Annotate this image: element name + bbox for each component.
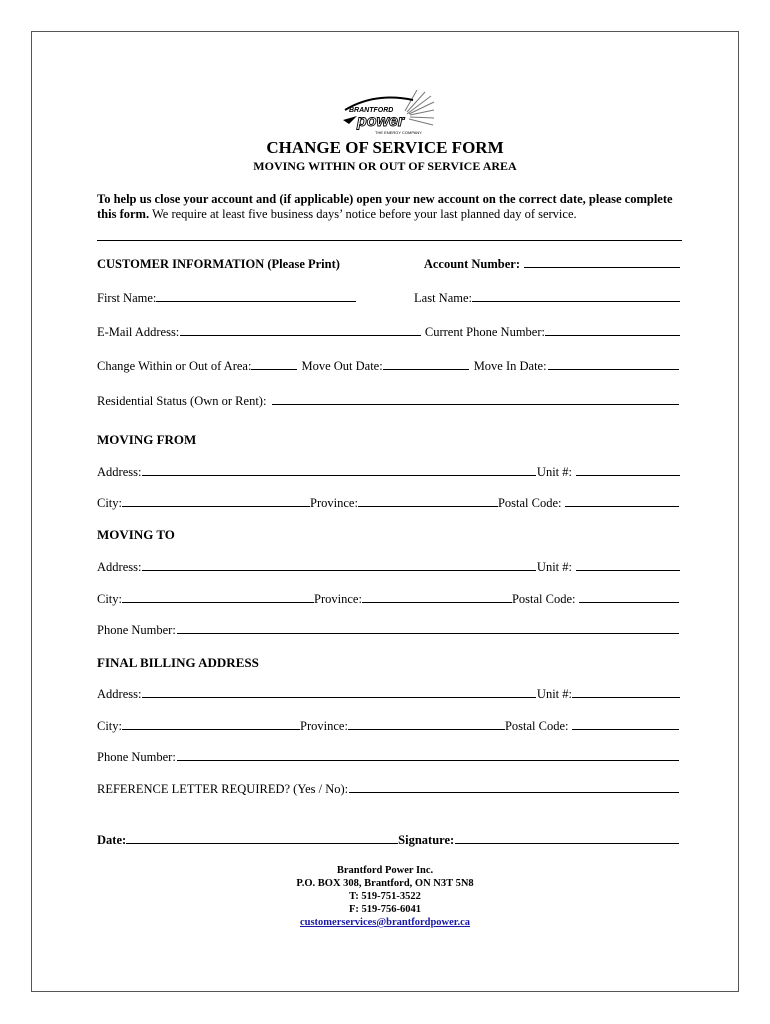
page-title: CHANGE OF SERVICE FORM: [266, 138, 504, 157]
from-postal-field[interactable]: [565, 495, 679, 507]
billing-province-field[interactable]: [348, 718, 505, 730]
billing-phone-label: Phone Number:: [97, 750, 176, 764]
billing-city-field[interactable]: [122, 718, 300, 730]
billing-address-label: Address:: [97, 687, 142, 701]
billing-address-row: [97, 686, 680, 702]
to-phone-field[interactable]: [177, 622, 679, 634]
current-phone-field[interactable]: [545, 324, 680, 336]
intro-bold: To help us close your account and (if applicable) open your new account on the correct date, please complete this form.: [97, 192, 673, 221]
from-province-field[interactable]: [358, 495, 498, 507]
final-billing-heading: FINAL BILLING ADDRESS: [97, 655, 259, 670]
signature-label: Signature:: [398, 833, 455, 847]
footer-phone: T: 519-751-3522: [349, 891, 421, 902]
reference-field[interactable]: [349, 781, 679, 793]
logo-tagline: THE ENERGY COMPANY: [375, 130, 422, 135]
move-dates-row: [97, 358, 680, 374]
change-area-label: Change Within or Out of Area:: [97, 359, 252, 373]
signoff-row: [97, 832, 680, 848]
move-in-label: Move In Date:: [473, 359, 547, 373]
to-city-label: City:: [97, 592, 123, 606]
to-phone-label: Phone Number:: [97, 623, 176, 637]
moving-to-heading: MOVING TO: [97, 527, 175, 542]
page-subtitle: MOVING WITHIN OR OUT OF SERVICE AREA: [253, 159, 517, 173]
signature-field[interactable]: [455, 832, 679, 844]
from-city-label: City:: [97, 496, 123, 510]
to-phone-row: [97, 622, 680, 638]
customer-header-row: [97, 256, 680, 272]
move-in-field[interactable]: [548, 358, 679, 370]
footer-company: Brantford Power Inc.: [336, 865, 434, 876]
moving-from-heading: MOVING FROM: [97, 432, 197, 447]
residential-field[interactable]: [272, 393, 679, 405]
email-label: E-Mail Address:: [97, 325, 180, 339]
footer-address: P.O. BOX 308, Brantford, ON N3T 5N8: [296, 878, 474, 889]
billing-phone-field[interactable]: [177, 749, 679, 761]
from-address-row: [97, 464, 680, 480]
current-phone-label: Current Phone Number:: [424, 325, 545, 339]
account-number-field[interactable]: [524, 256, 680, 268]
date-field[interactable]: [126, 832, 398, 844]
billing-postal-field[interactable]: [572, 718, 679, 730]
from-unit-field[interactable]: [576, 464, 680, 476]
footer-email-link[interactable]: customerservices@brantfordpower.ca: [299, 917, 471, 928]
to-unit-label: Unit #:: [536, 560, 572, 574]
billing-unit-field[interactable]: [572, 686, 680, 698]
last-name-field[interactable]: [472, 290, 680, 302]
name-row: [97, 290, 680, 306]
to-city-field[interactable]: [122, 591, 314, 603]
reference-label: REFERENCE LETTER REQUIRED? (Yes / No):: [97, 782, 349, 796]
residential-row: [97, 393, 680, 409]
residential-label: Residential Status (Own or Rent):: [97, 394, 267, 408]
section-divider: [97, 240, 682, 241]
from-address-label: Address:: [97, 465, 142, 479]
to-postal-label: Postal Code:: [511, 592, 576, 606]
move-out-field[interactable]: [383, 358, 469, 370]
to-province-label: Province:: [314, 592, 362, 606]
intro-paragraph: [97, 192, 682, 222]
to-postal-field[interactable]: [579, 591, 679, 603]
last-name-label: Last Name:: [414, 291, 472, 305]
billing-city-label: City:: [97, 719, 123, 733]
from-city-row: [97, 495, 680, 511]
billing-province-label: Province:: [300, 719, 348, 733]
from-unit-label: Unit #:: [536, 465, 572, 479]
billing-address-field[interactable]: [142, 686, 535, 698]
email-field[interactable]: [180, 324, 421, 336]
to-address-row: [97, 559, 680, 575]
first-name-field[interactable]: [156, 290, 356, 302]
from-city-field[interactable]: [122, 495, 310, 507]
billing-postal-label: Postal Code:: [504, 719, 569, 733]
customer-heading: CUSTOMER INFORMATION (Please Print): [97, 257, 340, 271]
account-number-label: Account Number:: [423, 257, 520, 271]
logo-brand-main: power: [357, 113, 405, 130]
email-row: [97, 324, 680, 340]
footer-fax: F: 519-756-6041: [348, 904, 422, 915]
billing-unit-label: Unit #:: [536, 687, 572, 701]
to-address-label: Address:: [97, 560, 142, 574]
to-address-field[interactable]: [142, 559, 535, 571]
to-city-row: [97, 591, 680, 607]
to-province-field[interactable]: [362, 591, 512, 603]
date-label: Date:: [97, 833, 127, 847]
first-name-label: First Name:: [97, 291, 157, 305]
billing-city-row: [97, 718, 680, 734]
logo-brand-top: BRANTFORD: [349, 107, 394, 114]
brantford-power-logo: [335, 90, 435, 138]
from-province-label: Province:: [310, 496, 358, 510]
to-unit-field[interactable]: [576, 559, 680, 571]
reference-row: [97, 781, 680, 797]
from-postal-label: Postal Code:: [497, 496, 562, 510]
billing-phone-row: [97, 749, 680, 765]
intro-normal: We require at least five business days’ notice before your last planned day of service.: [149, 207, 577, 221]
move-out-label: Move Out Date:: [301, 359, 383, 373]
footer: [0, 864, 770, 929]
from-address-field[interactable]: [142, 464, 535, 476]
change-area-field[interactable]: [251, 358, 297, 370]
